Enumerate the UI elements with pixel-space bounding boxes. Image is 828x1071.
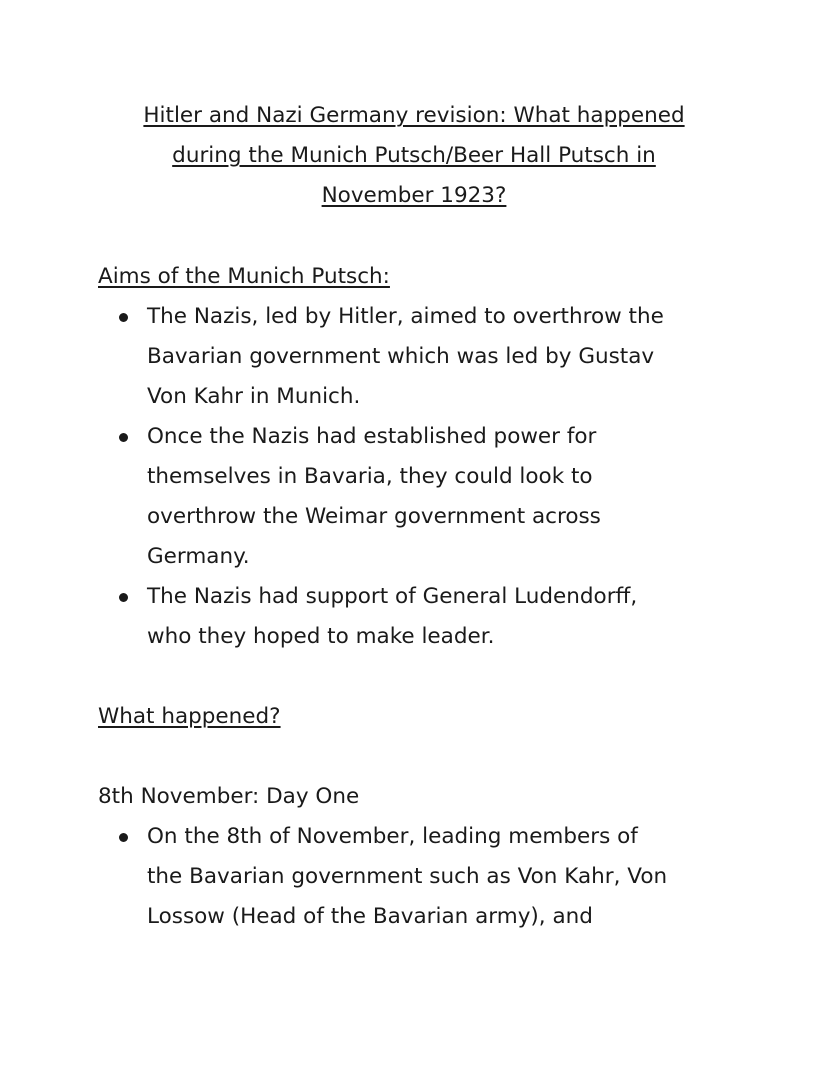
bullet-text-line: Von Kahr in Munich. — [147, 384, 361, 409]
bullet-icon — [119, 833, 128, 842]
bullet-text-line: Bavarian government which was led by Gustav — [147, 344, 655, 369]
list-item — [0, 417, 828, 577]
bullet-icon — [119, 433, 128, 442]
title-line-2: during the Munich Putsch/Beer Hall Putsch in — [172, 143, 656, 168]
aims-heading: Aims of the Munich Putsch: — [98, 264, 390, 289]
bullet-text-line: overthrow the Weimar government across — [147, 504, 601, 529]
bullet-text-line: The Nazis had support of General Ludendorff, — [147, 584, 638, 609]
what-happened-heading: What happened? — [98, 704, 281, 729]
bullet-text-line: Lossow (Head of the Bavarian army), and — [147, 904, 593, 929]
title-line-3: November 1923? — [321, 183, 507, 208]
bullet-text-line: The Nazis, led by Hitler, aimed to overthrow the — [147, 304, 664, 329]
aims-bullet-list — [0, 297, 828, 657]
bullet-text-line: Once the Nazis had established power for — [147, 424, 597, 449]
page-title — [98, 96, 730, 216]
bullet-icon — [119, 593, 128, 602]
list-item — [0, 817, 828, 937]
bullet-text-line: the Bavarian government such as Von Kahr, Von — [147, 864, 668, 889]
day-one-heading: 8th November: Day One — [98, 784, 360, 809]
bullet-text-line: themselves in Bavaria, they could look to — [147, 464, 593, 489]
bullet-icon — [119, 313, 128, 322]
bullet-text-line: On the 8th of November, leading members of — [147, 824, 638, 849]
bullet-text-line: Germany. — [147, 544, 250, 569]
bullet-text-line: who they hoped to make leader. — [147, 624, 495, 649]
list-item — [0, 297, 828, 417]
title-line-1: Hitler and Nazi Germany revision: What happened — [143, 103, 685, 128]
list-item — [0, 577, 828, 657]
day-one-bullet-list — [0, 817, 828, 937]
